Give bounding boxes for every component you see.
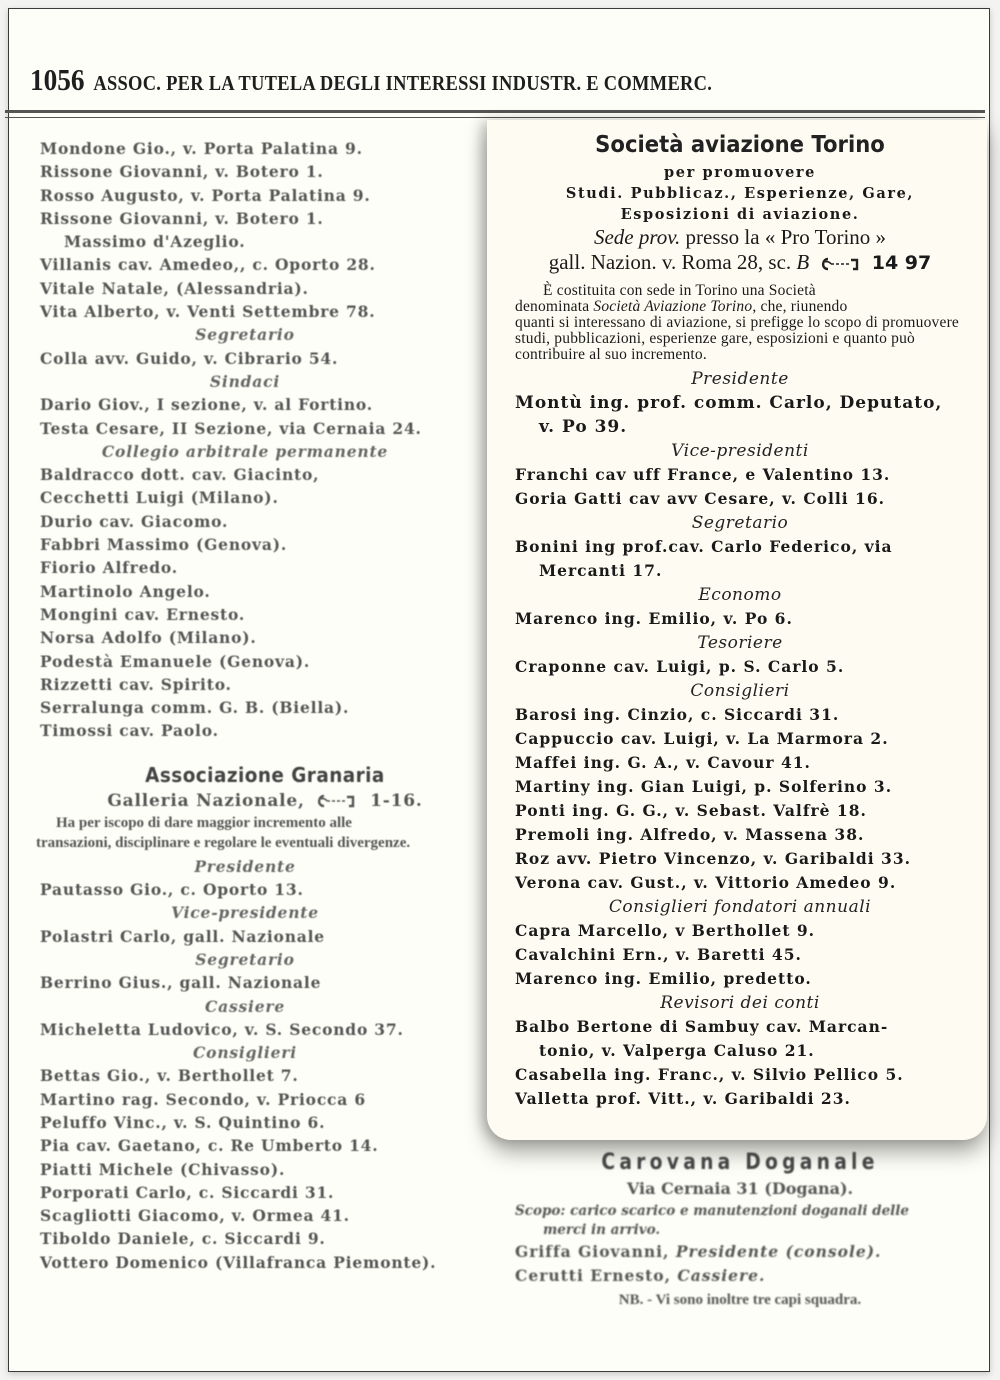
sede-text: presso la « Pro Torino » (685, 225, 887, 249)
member-entry: Vita Alberto, v. Venti Settembre 78. (40, 302, 376, 322)
member-entry: Dario Giov., I sezione, v. al Fortino. (40, 395, 373, 415)
member-entry: Baldracco dott. cav. Giacinto, (40, 465, 320, 485)
member-entry: Franchi cav uff France, e Valentino 13. (515, 465, 891, 484)
member-entry: Roz avv. Pietro Vincenzo, v. Garibaldi 33. (515, 849, 912, 868)
member-entry: Vottero Domenico (Villafranca Piemonte). (40, 1252, 437, 1272)
granaria-description-rest: transazioni, disciplinare e regolare le eventuali divergenze. (36, 834, 411, 851)
member-entry: Cappuccio cav. Luigi, v. La Marmora 2. (515, 729, 889, 748)
member-name: Griffa Giovanni, (515, 1242, 670, 1261)
running-title: ASSOC. PER LA TUTELA DEGLI INTERESSI INDUSTR. E COMMERC. (93, 71, 713, 95)
page-number: 1056 (30, 62, 85, 97)
member-role: Cassiere. (677, 1266, 766, 1285)
role-heading-segretario: Segretario (691, 513, 789, 533)
aviazione-address (515, 250, 965, 275)
role-heading-segretario: Segretario (195, 949, 295, 969)
member-entry (515, 1264, 965, 1288)
section-title-carovana: Carovana Doganale (601, 1150, 879, 1175)
description-text: , che, riunendo (752, 298, 848, 315)
member-entry: Colla avv. Guido, v. Cibrario 54. (40, 348, 339, 368)
role-heading-consiglieri: Consiglieri (193, 1043, 297, 1063)
member-entry: Polastri Carlo, gall. Nazionale (40, 926, 325, 946)
member-entry-continuation: Massimo d'Azeglio. (64, 232, 246, 252)
role-heading-tesoriere: Tesoriere (697, 633, 783, 653)
member-entry: Rizzetti cav. Spirito. (40, 674, 232, 694)
role-heading-sindaci: Sindaci (209, 371, 281, 391)
granaria-description-line: Ha per iscopo di dare maggior incremento alle (56, 814, 352, 831)
member-entry: Fabbri Massimo (Genova). (40, 535, 288, 555)
description-text: denominata (515, 298, 590, 315)
member-entry-continuation: v. Po 39. (539, 417, 628, 437)
member-entry: Rissone Giovanni, v. Botero 1. (40, 208, 324, 228)
description-italic-name: Società Aviazione Torino (593, 298, 753, 315)
aviazione-subtitle: per promuovere (664, 164, 816, 181)
member-entry: Verona cav. Gust., v. Vittorio Amedeo 9. (515, 873, 897, 892)
role-heading-segretario: Segretario (195, 325, 295, 345)
carovana-scope-line: Scopo: carico scarico e manutenzioni doganali delle (515, 1203, 910, 1219)
granaria-phone: 1-16. (370, 790, 423, 811)
member-entry: Bonini ing prof.cav. Carlo Federico, via (515, 537, 893, 556)
member-entry: Balbo Bertone di Sambuy cav. Marcan- (515, 1017, 889, 1036)
member-entry: Piatti Michele (Chivasso). (40, 1159, 286, 1179)
role-heading-fondatori: Consiglieri fondatori annuali (608, 897, 872, 917)
member-entry-continuation: Mercanti 17. (539, 561, 663, 580)
member-entry: Ponti ing. G. G., v. Sebast. Valfrè 18. (515, 801, 867, 820)
role-heading-consiglieri: Consiglieri (690, 681, 790, 701)
aviazione-description (515, 283, 965, 363)
carovana-address: Via Cernaia 31 (Dogana). (626, 1179, 854, 1198)
role-heading-cassiere: Cassiere (204, 996, 285, 1016)
member-entry: Maffei ing. G. A., v. Cavour 41. (515, 753, 811, 772)
member-entry: Barosi ing. Cinzio, c. Siccardi 31. (515, 705, 840, 724)
member-entry: Podestà Emanuele (Genova). (40, 651, 311, 671)
member-role: Presidente (console). (675, 1242, 882, 1261)
telephone-icon (315, 793, 359, 809)
left-column (36, 137, 490, 1274)
page-header (30, 62, 712, 98)
address-text: gall. Nazion. v. Roma 28, sc. (548, 250, 792, 274)
sede-label: Sede prov. (593, 225, 681, 249)
role-heading-presidente: Presidente (194, 856, 296, 876)
role-heading-economo: Economo (698, 585, 782, 605)
member-entry: Casabella ing. Franc., v. Silvio Pellico 5. (515, 1065, 904, 1084)
member-entry: Mongini cav. Ernesto. (40, 604, 246, 624)
member-entry: Norsa Adolfo (Milano). (40, 628, 257, 648)
member-entry: Goria Gatti cav avv Cesare, v. Colli 16. (515, 489, 886, 508)
member-entry: Peluffo Vinc., v. S. Quintino 6. (40, 1112, 326, 1132)
carovana-scope (515, 1202, 965, 1240)
member-entry: Cecchetti Luigi (Milano). (40, 488, 279, 508)
member-entry (515, 1240, 965, 1264)
member-entry: Tiboldo Daniele, c. Siccardi 9. (40, 1229, 326, 1249)
member-entry: Craponne cav. Luigi, p. S. Carlo 5. (515, 657, 845, 676)
role-heading-presidente: Presidente (691, 369, 789, 389)
member-entry: Villanis cav. Amedeo,, c. Oporto 28. (40, 255, 376, 275)
member-name: Cerutti Ernesto, (515, 1266, 671, 1285)
aviazione-purpose: Studi. Pubblicaz., Esperienze, Gare, (565, 185, 915, 202)
member-entry: Rissone Giovanni, v. Botero 1. (40, 162, 324, 182)
header-rule-thick (5, 110, 985, 113)
member-entry: Rosso Augusto, v. Porta Palatina 9. (40, 185, 371, 205)
member-entry: Vitale Natale, (Alessandria). (40, 278, 309, 298)
role-heading-vice-presidente: Vice-presidente (171, 903, 319, 923)
member-entry: Mondone Gio., v. Porta Palatina 9. (40, 139, 363, 158)
granaria-description (36, 813, 481, 853)
member-entry: Micheletta Ludovico, v. S. Secondo 37. (40, 1019, 404, 1039)
member-entry: Martino rag. Secondo, v. Priocca 6 (40, 1089, 366, 1109)
member-entry: Pautasso Gio., c. Oporto 13. (40, 880, 304, 900)
highlight-card-aviazione (487, 120, 987, 1140)
header-rule-thin (5, 117, 985, 118)
aviazione-section (515, 128, 965, 1111)
member-entry: Premoli ing. Alfredo, v. Massena 38. (515, 825, 865, 844)
carovana-section (515, 1148, 965, 1312)
member-entry: Capra Marcello, v Berthollet 9. (515, 921, 816, 940)
member-entry: Pia cav. Gaetano, c. Re Umberto 14. (40, 1136, 379, 1156)
aviazione-description-line (515, 299, 965, 315)
role-heading-vice-presidenti: Vice-presidenti (671, 441, 809, 461)
role-heading-revisori: Revisori dei conti (660, 993, 820, 1013)
aviazione-phone: 14 97 (871, 252, 932, 274)
member-entry: Berrino Gius., gall. Nazionale (40, 973, 322, 993)
member-entry: Serralunga comm. G. B. (Biella). (40, 698, 350, 718)
address-scala: B (796, 250, 810, 274)
member-entry: Cavalchini Ern., v. Baretti 45. (515, 945, 802, 964)
member-entry: Bettas Gio., v. Berthollet 7. (40, 1066, 299, 1086)
member-entry: Durio cav. Giacomo. (40, 511, 229, 531)
section-title-aviazione: Società aviazione Torino (595, 132, 885, 158)
member-entry: Testa Cesare, II Sezione, via Cernaia 24. (40, 418, 422, 438)
aviazione-description-line: È costituita con sede in Torino una Società (543, 282, 816, 299)
aviazione-description-rest: quanti si interessano di aviazione, si prefigge lo scopo di promuovere studi, pubblicazioni, esperienze gare, esposizioni e quanto può contribuire al suo incremento. (515, 314, 960, 363)
aviazione-purpose: Esposizioni di aviazione. (620, 206, 860, 223)
member-entry: Marenco ing. Emilio, predetto. (515, 969, 812, 988)
member-entry: Scagliotti Giacomo, v. Ormea 41. (40, 1206, 350, 1226)
member-entry: Porporati Carlo, c. Siccardi 31. (40, 1182, 335, 1202)
carovana-note: NB. - Vi sono inoltre tre capi squadra. (618, 1292, 862, 1308)
member-entry: Martinolo Angelo. (40, 581, 211, 601)
telephone-icon (819, 256, 863, 272)
member-entry: Fiorio Alfredo. (40, 558, 178, 578)
member-entry: Valletta prof. Vitt., v. Garibaldi 23. (515, 1089, 851, 1108)
member-entry: Marenco ing. Emilio, v. Po 6. (515, 609, 793, 628)
member-entry: Timossi cav. Paolo. (40, 721, 219, 741)
section-title-granaria: Associazione Granaria (145, 762, 385, 787)
aviazione-sede (515, 225, 965, 250)
granaria-address (40, 789, 490, 813)
granaria-address-text: Galleria Nazionale, (107, 790, 305, 811)
member-entry: Montù ing. prof. comm. Carlo, Deputato, (515, 393, 943, 413)
member-entry-continuation: tonio, v. Valperga Caluso 21. (539, 1041, 815, 1060)
member-entry: Martiny ing. Gian Luigi, p. Solferino 3. (515, 777, 893, 796)
carovana-scope-line: merci in arrivo. (543, 1222, 661, 1238)
role-heading-collegio: Collegio arbitrale permanente (101, 441, 389, 461)
